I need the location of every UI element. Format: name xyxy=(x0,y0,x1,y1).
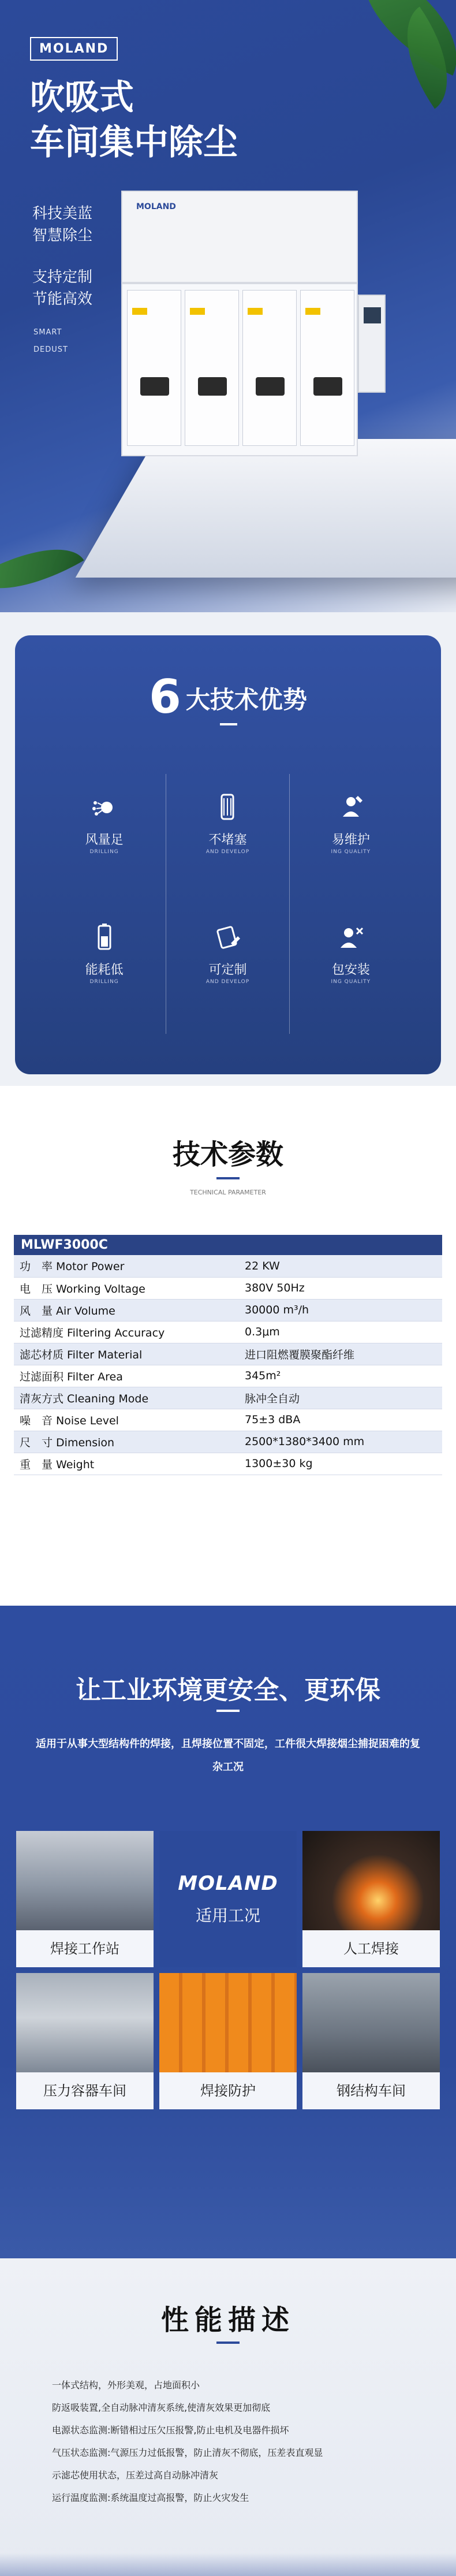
tile-caption: 压力容器车间 xyxy=(16,2072,154,2109)
custom-icon xyxy=(210,920,245,955)
environment-title: 让工业环境更安全、更环保 xyxy=(76,1676,380,1705)
param-value: 脉冲全自动 xyxy=(239,1387,442,1409)
model-header: MLWF3000C xyxy=(14,1235,442,1255)
param-key: 过滤面积 Filter Area xyxy=(14,1365,239,1387)
tile-caption: 焊接防护 xyxy=(159,2072,297,2109)
cabinet-door xyxy=(242,290,297,446)
warning-label xyxy=(132,308,147,315)
door-handle xyxy=(313,377,342,396)
steel-workshop-photo xyxy=(302,1973,440,2072)
application-grid xyxy=(16,1831,440,2109)
hero-title xyxy=(30,75,238,165)
params-subtitle: TECHNICAL PARAMETER xyxy=(190,1189,266,1196)
list-item: 气压状态监测:气源压力过低报警，防止清灰不彻底，压差表直观显 xyxy=(52,2447,323,2458)
control-screen xyxy=(364,307,381,323)
hero-title-line1: 吹吸式 xyxy=(30,77,134,118)
hero-tag: 支持定制 xyxy=(32,269,93,286)
tile-caption: 钢结构车间 xyxy=(302,2072,440,2109)
cabinet-door xyxy=(127,290,181,446)
application-tile xyxy=(302,1831,440,1967)
param-key: 风 量 Air Volume xyxy=(14,1299,239,1321)
parameter-table xyxy=(14,1235,442,1475)
advantage-en: DRILLING xyxy=(89,849,119,855)
param-key: 电 压 Working Voltage xyxy=(14,1277,239,1299)
advantage-name: 包安装 xyxy=(331,963,370,977)
list-item: 示滤芯使用状态，压差过高自动脉冲清灰 xyxy=(52,2470,219,2481)
table-row xyxy=(14,1277,442,1299)
param-key: 滤芯材质 Filter Material xyxy=(14,1343,239,1365)
param-value: 75±3 dBA xyxy=(239,1409,442,1431)
performance-title: 性能描述 xyxy=(160,2304,295,2336)
environment-description: 适用于从事大型结构件的焊接，且焊接位置不固定，工件很大焊接烟尘捕捉困难的复杂工况 xyxy=(36,1738,420,1773)
list-item: 一体式结构，外形美观，占地面积小 xyxy=(52,2380,200,2391)
advantage-en: DRILLING xyxy=(89,979,119,985)
advantage-name: 风量足 xyxy=(85,833,124,847)
param-value: 30000 m³/h xyxy=(239,1299,442,1321)
advantages-title-text: 大技术优势 xyxy=(185,686,307,714)
performance-list xyxy=(52,2374,323,2509)
hero-tag: 节能高效 xyxy=(32,291,93,308)
workshop-photo xyxy=(16,1831,154,1930)
warning-label xyxy=(305,308,320,315)
application-tile xyxy=(159,1973,297,2109)
title-underline xyxy=(216,1710,240,1712)
performance-section xyxy=(0,2258,456,2576)
tile-caption: 焊接工作站 xyxy=(16,1930,154,1967)
title-underline xyxy=(220,723,237,725)
title-underline xyxy=(216,1177,240,1179)
machine-top-housing xyxy=(121,191,358,283)
advantage-en: AND DEVELOP xyxy=(205,979,250,985)
advantage-item xyxy=(166,774,289,904)
application-tile xyxy=(302,1973,440,2109)
param-key: 尺 寸 Dimension xyxy=(14,1431,239,1453)
airflow-icon xyxy=(87,790,122,825)
advantage-item xyxy=(43,774,166,904)
param-value: 380V 50Hz xyxy=(239,1277,442,1299)
param-value: 2500*1380*3400 mm xyxy=(239,1431,442,1453)
param-key: 功 率 Motor Power xyxy=(14,1255,239,1277)
table-row xyxy=(14,1387,442,1409)
advantages-grid xyxy=(43,774,412,1034)
param-value: 22 KW xyxy=(239,1255,442,1277)
advantage-name: 易维护 xyxy=(331,833,370,847)
advantage-item xyxy=(289,904,412,1034)
welding-curtain-photo xyxy=(159,1973,297,2072)
advantage-name: 能耗低 xyxy=(85,963,124,977)
param-value: 进口阻燃覆膜聚酯纤维 xyxy=(239,1343,442,1365)
advantage-en: AND DEVELOP xyxy=(205,849,250,855)
door-handle xyxy=(140,377,169,396)
environment-section xyxy=(0,1606,456,2258)
table-row xyxy=(14,1321,442,1343)
advantage-name: 可定制 xyxy=(208,963,247,977)
param-value: 0.3μm xyxy=(239,1321,442,1343)
table-row xyxy=(14,1343,442,1365)
machine-logo: MOLAND xyxy=(136,202,176,211)
brand-caption: 适用工况 xyxy=(195,1906,260,1925)
param-value: 1300±30 kg xyxy=(239,1453,442,1475)
list-item: 防返吸装置,全自动脉冲清灰系统,使清灰效果更加彻底 xyxy=(52,2402,271,2413)
table-row xyxy=(14,1299,442,1321)
table-row xyxy=(14,1453,442,1475)
title-underline xyxy=(216,2342,240,2344)
advantage-item xyxy=(166,904,289,1034)
advantage-en: ING QUALITY xyxy=(331,979,371,985)
table-row xyxy=(14,1365,442,1387)
control-panel xyxy=(358,295,386,393)
application-tile xyxy=(16,1973,154,2109)
door-handle xyxy=(198,377,227,396)
dust-collector-machine xyxy=(115,191,369,462)
table-row xyxy=(14,1255,442,1277)
brand-tile xyxy=(159,1831,297,1967)
door-handle xyxy=(256,377,285,396)
hero-small-text: DEDUST xyxy=(33,345,68,354)
filter-cartridge-icon xyxy=(210,790,245,825)
hero-title-line2: 车间集中除尘 xyxy=(30,122,238,163)
installation-icon xyxy=(334,920,368,955)
pressure-vessel-photo xyxy=(16,1973,154,2072)
brand-badge: MOLAND xyxy=(30,37,118,61)
advantages-title xyxy=(15,670,441,724)
application-tile xyxy=(16,1831,154,1967)
list-item: 运行温度监测:系统温度过高报警，防止火灾发生 xyxy=(52,2492,249,2503)
table-row xyxy=(14,1409,442,1431)
advantages-section xyxy=(0,612,456,1086)
hero-tag: 科技美蓝 xyxy=(32,205,93,222)
maintenance-icon xyxy=(334,790,368,825)
hero-small-text: SMART xyxy=(33,328,62,337)
welding-sparks-photo xyxy=(302,1831,440,1930)
warning-label xyxy=(190,308,205,315)
advantage-item xyxy=(289,774,412,904)
param-key: 清灰方式 Cleaning Mode xyxy=(14,1387,239,1409)
params-title: 技术参数 xyxy=(172,1138,283,1171)
advantage-en: ING QUALITY xyxy=(331,849,371,855)
cabinet-door xyxy=(185,290,239,446)
cabinet-door xyxy=(300,290,354,446)
leaf-decoration xyxy=(0,526,84,612)
parameters-section xyxy=(0,1086,456,1606)
advantages-card xyxy=(15,635,441,1074)
tile-caption: 人工焊接 xyxy=(302,1930,440,1967)
param-key: 噪 音 Noise Level xyxy=(14,1409,239,1431)
battery-icon xyxy=(87,920,122,955)
hero-tag: 智慧除尘 xyxy=(32,227,93,244)
param-key: 重 量 Weight xyxy=(14,1453,239,1475)
hero-banner xyxy=(0,0,456,612)
advantages-number: 6 xyxy=(149,670,181,724)
list-item: 电源状态监测:断错相过压欠压报警,防止电机及电器件损坏 xyxy=(52,2425,289,2436)
warning-label xyxy=(248,308,263,315)
advantage-name: 不堵塞 xyxy=(208,833,247,847)
advantage-item xyxy=(43,904,166,1034)
param-key: 过滤精度 Filtering Accuracy xyxy=(14,1321,239,1343)
footer-gradient xyxy=(0,2553,456,2576)
brand-logo: MOLAND xyxy=(178,1872,278,1895)
machine-cabinet xyxy=(121,283,358,456)
table-row xyxy=(14,1431,442,1453)
param-value: 345m² xyxy=(239,1365,442,1387)
